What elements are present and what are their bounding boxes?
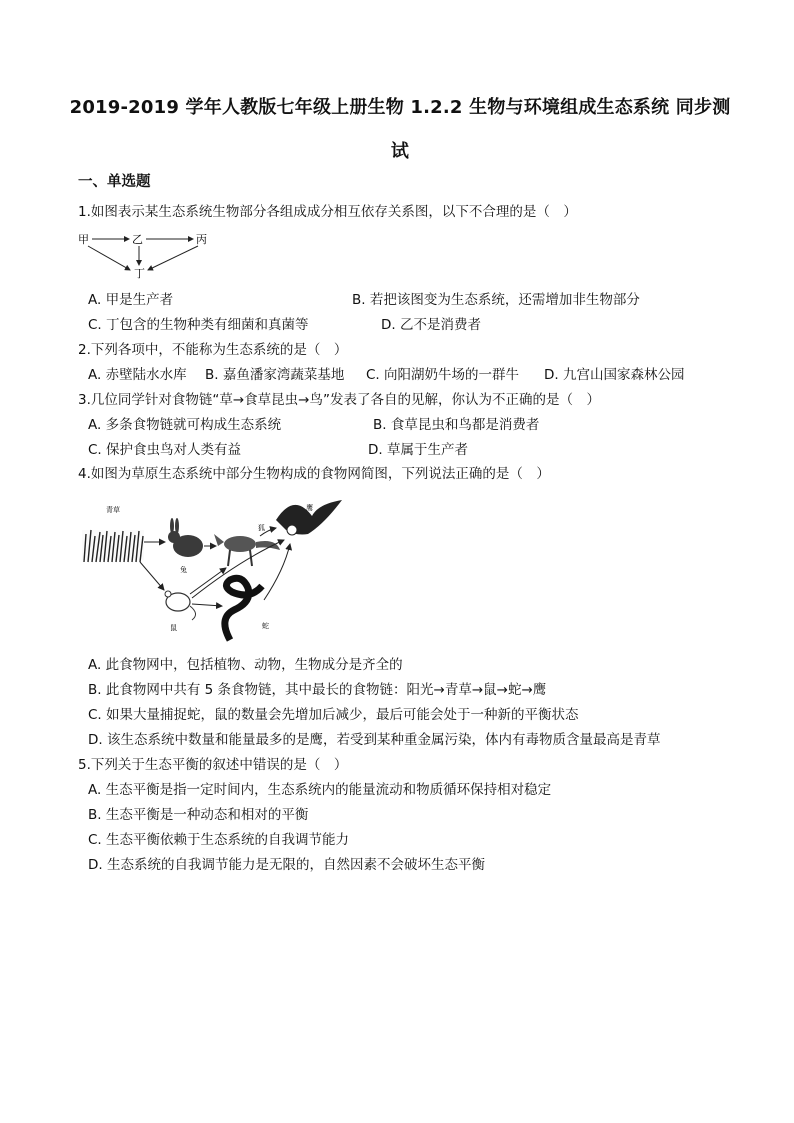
q4-option-d: D. 该生态系统中数量和能量最多的是鹰，若受到某种重金属污染，体内有毒物质含量最高是青草 — [88, 732, 661, 748]
grass-label: 青草 — [106, 506, 120, 514]
arrow-bing-ding — [148, 246, 198, 270]
q1-option-a: A. 甲是生产者 — [88, 292, 174, 308]
q3-option-d: D. 草属于生产者 — [368, 442, 468, 458]
snake-illustration — [225, 578, 262, 640]
node-jia: 甲 — [78, 233, 89, 246]
arrow-snake-eagle — [264, 544, 290, 600]
snake-label: 蛇 — [262, 622, 269, 630]
q4-option-b: B. 此食物网中共有 5 条食物链，其中最长的食物链：阳光→青草→鼠→蛇→鹰 — [88, 682, 547, 698]
q3-stem: 3.几位同学针对食物链“草→食草昆虫→鸟”发表了各自的见解，你认为不正确的是（ ） — [78, 392, 600, 408]
node-ding: 丁 — [134, 267, 145, 280]
fox-label: 狐 — [258, 524, 265, 532]
q5-stem: 5.下列关于生态平衡的叙述中错误的是（ ） — [78, 757, 348, 773]
q4-food-web-figure — [80, 490, 352, 645]
node-bing: 丙 — [196, 233, 207, 246]
q5-option-d: D. 生态系统的自我调节能力是无限的，自然因素不会破坏生态平衡 — [88, 857, 485, 873]
title-line-2: 试 — [390, 141, 410, 162]
rabbit-illustration — [168, 518, 203, 557]
section-heading: 一、单选题 — [78, 174, 151, 190]
document-title — [60, 86, 740, 174]
mouse-illustration — [165, 591, 196, 620]
q1-option-d: D. 乙不是消费者 — [381, 317, 481, 333]
q5-option-b: B. 生态平衡是一种动态和相对的平衡 — [88, 807, 309, 823]
q4-option-a: A. 此食物网中，包括植物、动物，生物成分是齐全的 — [88, 657, 403, 673]
q1-option-c: C. 丁包含的生物种类有细菌和真菌等 — [88, 317, 309, 333]
arrow-jia-ding — [88, 246, 130, 270]
rabbit-label: 兔 — [180, 566, 187, 574]
q1-stem: 1.如图表示某生态系统生物部分各组成成分相互依存关系图，以下不合理的是（ ） — [78, 204, 577, 220]
arrow-grass-mouse — [140, 562, 164, 590]
arrow-mouse-snake — [192, 604, 222, 606]
q2-option-d: D. 九宫山国家森林公园 — [544, 367, 685, 383]
fox-illustration — [214, 534, 280, 566]
q3-option-c: C. 保护食虫鸟对人类有益 — [88, 442, 242, 458]
grass-illustration — [82, 530, 144, 562]
q4-option-c: C. 如果大量捕捉蛇，鼠的数量会先增加后减少，最后可能会处于一种新的平衡状态 — [88, 707, 579, 723]
eagle-label: 鹰 — [306, 504, 313, 512]
q1-option-b: B. 若把该图变为生态系统，还需增加非生物部分 — [352, 292, 640, 308]
node-yi: 乙 — [132, 233, 143, 246]
q3-option-b: B. 食草昆虫和鸟都是消费者 — [373, 417, 540, 433]
q2-option-b: B. 嘉鱼潘家湾蔬菜基地 — [205, 367, 345, 383]
mouse-label: 鼠 — [170, 624, 177, 632]
q5-option-a: A. 生态平衡是指一定时间内，生态系统内的能量流动和物质循环保持相对稳定 — [88, 782, 552, 798]
q4-stem: 4.如图为草原生态系统中部分生物构成的食物网简图，下列说法正确的是（ ） — [78, 466, 550, 482]
q1-relationship-diagram — [74, 228, 224, 288]
q5-option-c: C. 生态平衡依赖于生态系统的自我调节能力 — [88, 832, 350, 848]
q2-option-a: A. 赤壁陆水水库 — [88, 367, 187, 383]
arrow-mouse-fox — [190, 568, 226, 594]
q2-stem: 2.下列各项中，不能称为生态系统的是（ ） — [78, 342, 348, 358]
q3-option-a: A. 多条食物链就可构成生态系统 — [88, 417, 282, 433]
title-line-1: 2019-2019 学年人教版七年级上册生物 1.2.2 生物与环境组成生态系统 同步测 — [69, 97, 731, 118]
q2-option-c: C. 向阳湖奶牛场的一群牛 — [366, 367, 520, 383]
